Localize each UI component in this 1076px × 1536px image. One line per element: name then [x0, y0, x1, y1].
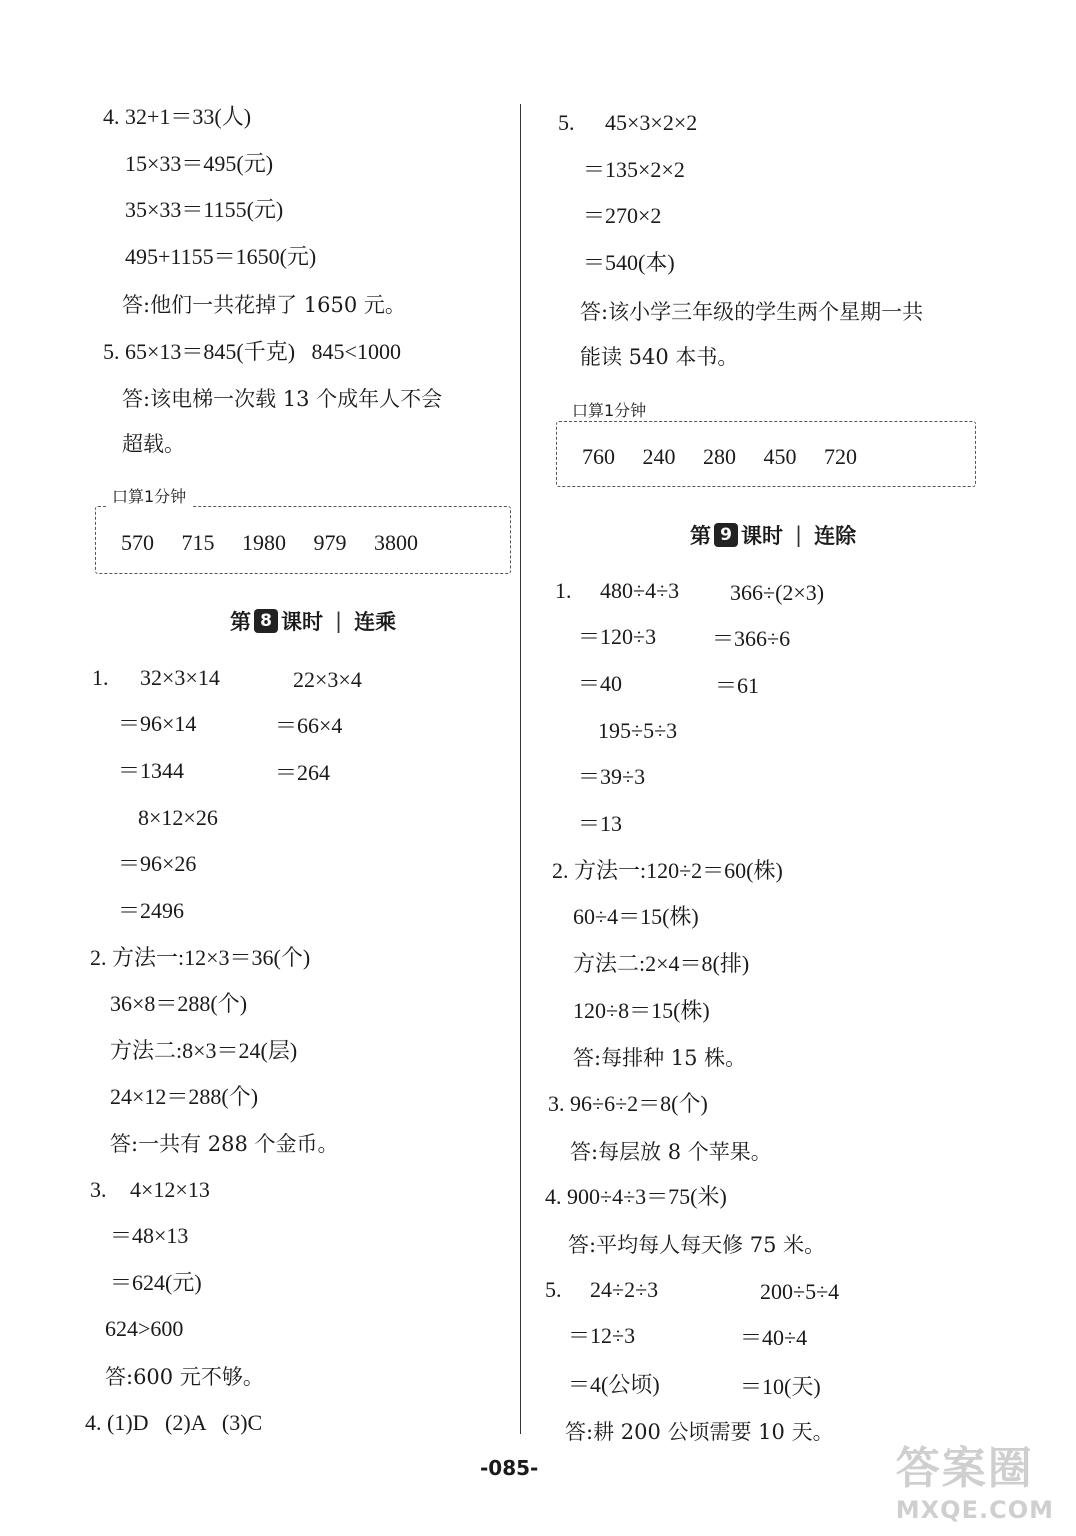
lesson-prefix: 第: [230, 610, 251, 634]
lesson-suffix: 课时: [281, 610, 323, 634]
right-oral-value: 760: [582, 444, 615, 469]
left-oral-value: 570: [121, 530, 154, 555]
left-l1-result: ＝1344: [118, 758, 185, 783]
right-r1-result: ＝13: [578, 811, 623, 836]
left-l2-line-2: 36×8＝288(个): [110, 991, 248, 1016]
right-r2-line-1: 2. 方法一:120÷2＝60(株): [552, 858, 783, 883]
left-p5-line-1: 5. 65×13＝845(千克) 845<1000: [103, 339, 401, 364]
left-l3-step: ＝48×13: [110, 1223, 189, 1248]
left-oral-value: 3800: [374, 530, 418, 555]
left-l1-step: ＝66×4: [275, 713, 343, 738]
left-p4-line-3: 35×33＝1155(元): [125, 197, 284, 222]
right-p5-label: 5.: [558, 110, 575, 135]
left-oral-label: 口算1分钟: [106, 484, 192, 507]
left-l3-compare: 624>600: [105, 1316, 184, 1341]
right-p5-step: ＝270×2: [583, 203, 662, 228]
right-r5-step: ＝40÷4: [740, 1325, 808, 1350]
lesson-title: 连乘: [354, 610, 397, 634]
lesson-9-heading: [690, 520, 856, 550]
lesson-number-badge: 8: [254, 609, 278, 633]
lesson-separator: |: [335, 609, 343, 633]
lesson-suffix: 课时: [741, 524, 783, 548]
right-p5-step: ＝135×2×2: [583, 157, 685, 182]
left-oral-value: 1980: [242, 530, 286, 555]
left-oral-value: 715: [181, 530, 215, 555]
left-l1-step: ＝96×26: [118, 851, 197, 876]
left-l3-expr: 4×12×13: [130, 1177, 210, 1202]
lesson-prefix: 第: [690, 524, 711, 548]
lesson-8-heading: [230, 606, 396, 636]
right-r1-label: 1.: [555, 578, 572, 603]
right-r2-line-4: 120÷8＝15(株): [573, 998, 710, 1023]
page-number: -085-: [480, 1456, 539, 1480]
right-r3-line-1: 3. 96÷6÷2＝8(个): [548, 1091, 708, 1116]
right-r5-label: 5.: [545, 1277, 562, 1302]
column-divider: [520, 104, 521, 1434]
left-l2-line-1: 2. 方法一:12×3＝36(个): [90, 945, 311, 970]
right-oral-value: 240: [642, 444, 676, 469]
right-r4-answer: 答:平均每人每天修 75 米。: [568, 1233, 826, 1257]
right-r1-step: ＝366÷6: [712, 626, 791, 651]
left-l1-label: 1.: [92, 665, 109, 690]
watermark-logo: 答案圈 MXQE.COM: [895, 1443, 1054, 1524]
right-p5-result: ＝540(本): [583, 250, 675, 275]
right-r3-answer: 答:每层放 8 个苹果。: [570, 1140, 772, 1164]
left-l1-expr-c: 8×12×26: [138, 805, 218, 830]
left-p4-line-2: 15×33＝495(元): [125, 151, 274, 176]
left-oral-numbers: [121, 530, 440, 556]
lesson-title: 连除: [814, 524, 857, 548]
left-l1-result: ＝264: [275, 760, 331, 785]
right-r5-expr-b: 200÷5÷4: [760, 1279, 840, 1304]
left-oral-value: 979: [313, 530, 347, 555]
left-l3-answer: 答:600 元不够。: [105, 1365, 264, 1389]
left-l3-label: 3.: [90, 1177, 107, 1202]
right-r1-result: ＝40: [578, 671, 623, 696]
left-p5-answer-1: 答:该电梯一次载 13 个成年人不会: [122, 387, 443, 411]
right-r4-line-1: 4. 900÷4÷3＝75(米): [545, 1184, 727, 1209]
right-r1-expr-b: 366÷(2×3): [730, 580, 825, 605]
left-p4-line-4: 495+1155＝1650(元): [125, 244, 317, 269]
left-l1-result: ＝2496: [118, 898, 185, 923]
right-oral-label: 口算1分钟: [566, 398, 652, 421]
right-r1-result: ＝61: [715, 673, 760, 698]
right-r1-expr-c: 195÷5÷3: [598, 718, 678, 743]
left-p4-answer: 答:他们一共花掉了 1650 元。: [122, 293, 406, 317]
right-p5-expr: 45×3×2×2: [605, 110, 698, 135]
left-l3-result: ＝624(元): [110, 1270, 202, 1295]
left-l4-answers: 4. (1)D (2)A (3)C: [85, 1410, 263, 1435]
right-p5-answer-2: 能读 540 本书。: [580, 345, 739, 369]
left-l2-answer: 答:一共有 288 个金币。: [110, 1132, 339, 1156]
right-r2-line-2: 60÷4＝15(株): [573, 904, 699, 929]
right-oral-value: 450: [763, 444, 797, 469]
lesson-separator: |: [795, 523, 803, 547]
left-l2-line-3: 方法二:8×3＝24(层): [110, 1038, 298, 1063]
right-oral-value: 280: [703, 444, 736, 469]
right-p5-answer-1: 答:该小学三年级的学生两个星期一共: [580, 300, 924, 324]
left-l1-step: ＝96×14: [118, 711, 197, 736]
left-p4-line-1: 4. 32+1＝33(人): [103, 104, 252, 129]
right-oral-value: 720: [824, 444, 857, 469]
right-oral-numbers: [582, 444, 879, 470]
right-r1-step: ＝120÷3: [578, 624, 657, 649]
right-r5-expr-a: 24÷2÷3: [590, 1277, 659, 1302]
right-r5-result: ＝10(天): [740, 1374, 821, 1399]
left-l2-line-4: 24×12＝288(个): [110, 1084, 259, 1109]
left-l1-expr-a: 32×3×14: [140, 665, 220, 690]
right-r5-step: ＝12÷3: [568, 1323, 636, 1348]
right-r5-answer: 答:耕 200 公顷需要 10 天。: [565, 1420, 834, 1444]
right-r2-answer: 答:每排种 15 株。: [573, 1046, 747, 1070]
left-p5-answer-2: 超载。: [122, 432, 185, 456]
lesson-number-badge: 9: [714, 523, 738, 547]
right-r1-step: ＝39÷3: [578, 764, 646, 789]
right-r2-line-3: 方法二:2×4＝8(排): [573, 951, 750, 976]
right-r5-result: ＝4(公顷): [568, 1372, 660, 1397]
left-l1-expr-b: 22×3×4: [293, 667, 362, 692]
right-r1-expr-a: 480÷4÷3: [600, 578, 680, 603]
